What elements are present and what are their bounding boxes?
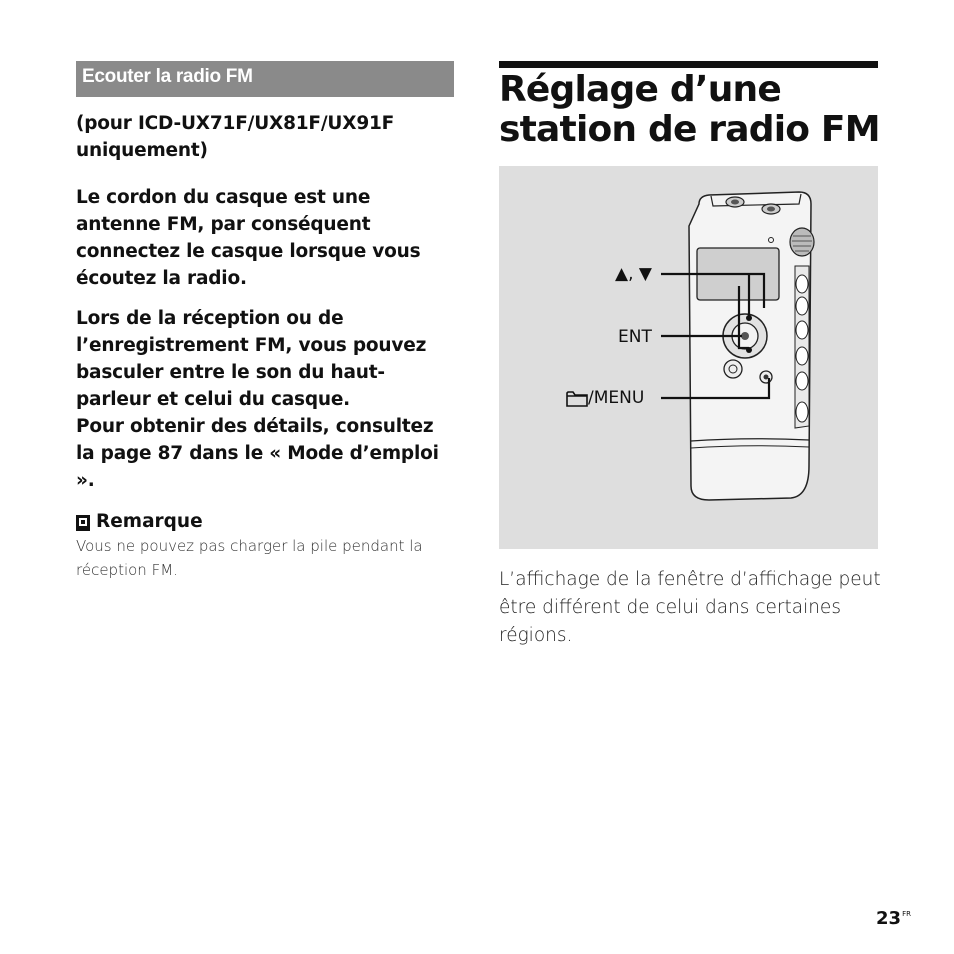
models-note: (pour ICD-UX71F/UX81F/UX91F uniquement) xyxy=(76,113,395,161)
figure-caption: L’affichage de la fenêtre d’affichage peut être différent de celui dans certaines régions. xyxy=(499,569,881,646)
details-paragraph: Pour obtenir des détails, consultez la page 87 dans le « Mode d’emploi ». xyxy=(76,416,439,491)
figure-panel xyxy=(499,166,878,549)
page-number: $23^{FR}$ xyxy=(876,908,911,929)
remark-block xyxy=(76,510,456,582)
page-lang: FR xyxy=(902,910,911,918)
switch-paragraph: Lors de la réception ou de l’enregistrement FM, vous pouvez basculer entre le son du haut-parleur et celui du casque. xyxy=(76,308,427,410)
ent-label: ENT xyxy=(618,327,652,347)
title-rule xyxy=(499,61,878,68)
page-title: Réglage d’une station de radio FM xyxy=(499,69,880,150)
remark-body: Vous ne pouvez pas charger la pile pendant la réception FM. xyxy=(76,537,423,579)
ic-recorder-illustration xyxy=(499,166,878,549)
remark-title: Remarque xyxy=(96,511,203,532)
left-column xyxy=(76,110,456,582)
antenna-paragraph: Le cordon du casque est une antenne FM, par conséquent connectez le casque lorsque vous écoutez la radio. xyxy=(76,187,421,289)
remark-heading xyxy=(76,510,456,534)
note-icon xyxy=(76,515,90,531)
up-down-label: ▲, ▼ xyxy=(615,264,652,284)
section-title: Ecouter la radio FM xyxy=(76,61,454,97)
menu-label: /MENU xyxy=(588,388,645,408)
